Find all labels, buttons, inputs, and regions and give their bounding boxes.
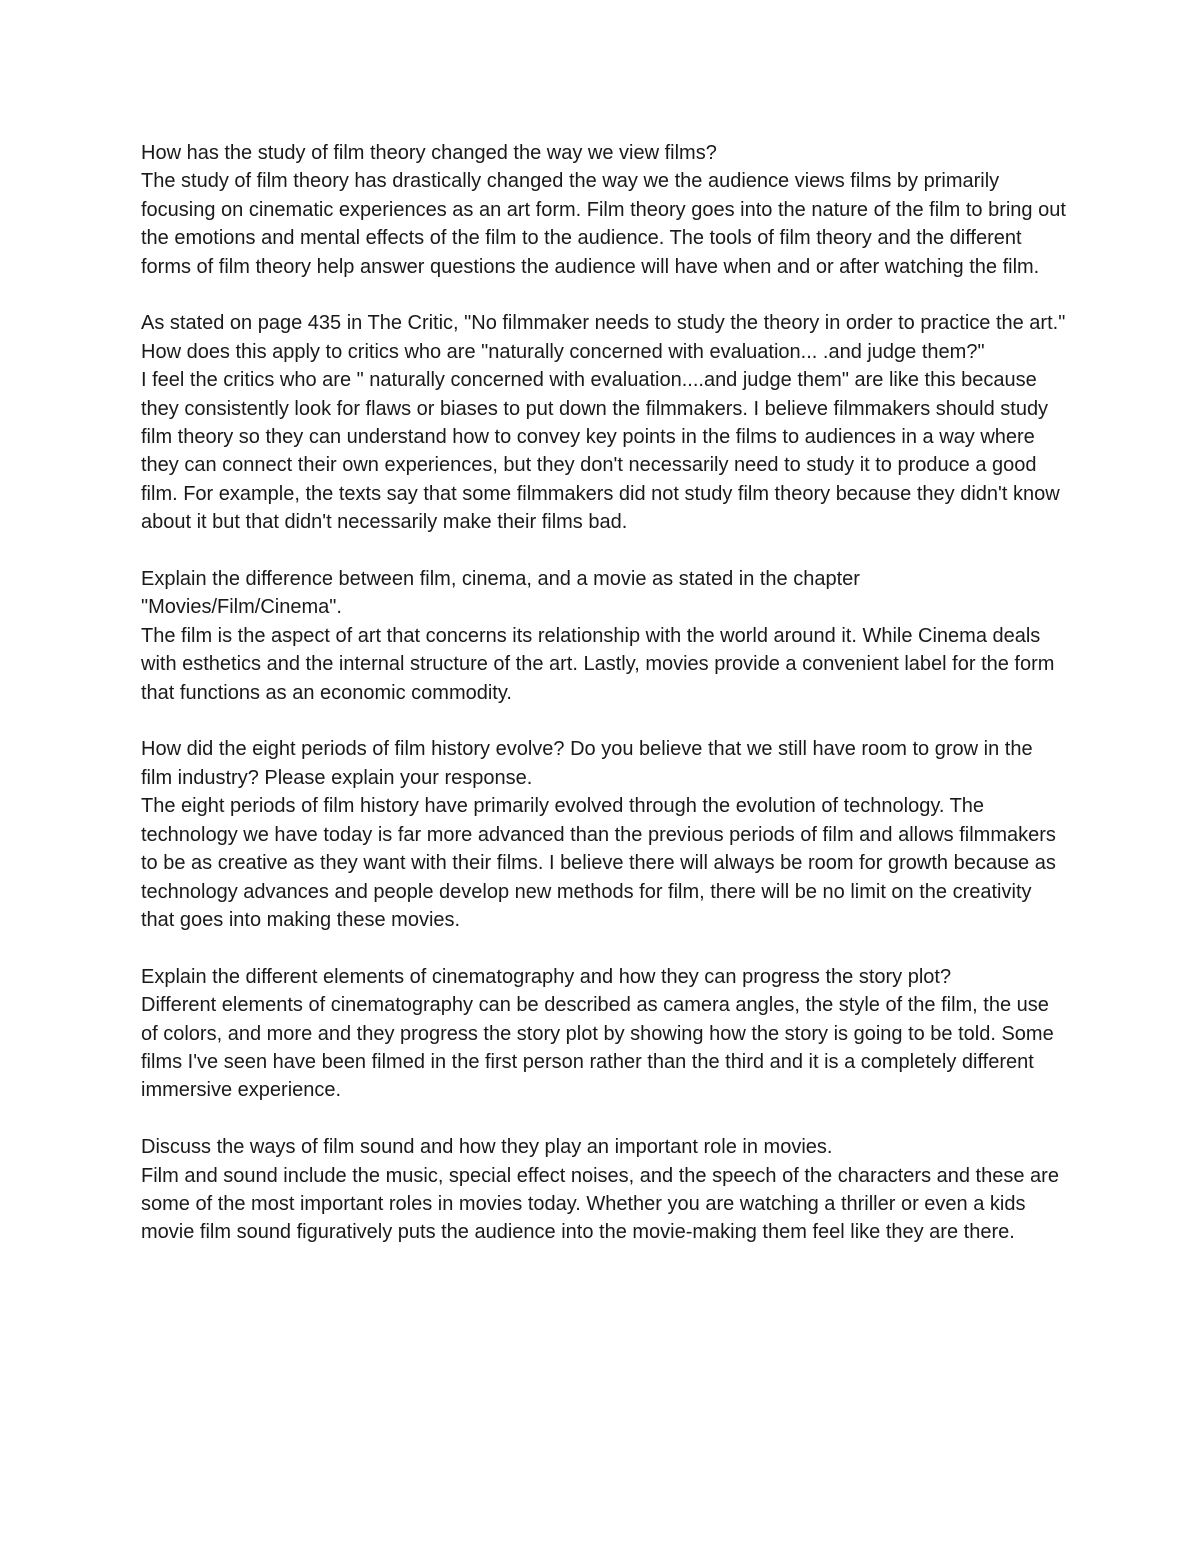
answer-text: I feel the critics who are " naturally concerned with evaluation....and judge them" are like this because they consistently look for flaws or biases to put down the filmmakers. I believe filmmakers should study film theory so they can understand how to convey key points in the films to audiences in a way where they can connect their own experiences, but they don't necessarily need to study it to produce a good film. For example, the texts say that some filmmakers did not study film theory because they didn't know about it but that didn't necessarily make their films bad.: [141, 369, 1060, 534]
qa-section: [141, 565, 1066, 707]
question-text: How has the study of film theory changed the way we view films?: [141, 142, 717, 164]
question-text: As stated on page 435 in The Critic, "No filmmaker needs to study the theory in order to practice the art." How does this apply to critics who are "naturally concerned with evaluation... .and judge them?": [141, 312, 1066, 363]
answer-text: The film is the aspect of art that concerns its relationship with the world around it. While Cinema deals with esthetics and the internal structure of the art. Lastly, movies provide a convenient label for the form that functions as an economic commodity.: [141, 624, 1055, 704]
document-body: [141, 139, 1066, 1247]
question-text: Discuss the ways of film sound and how they play an important role in movies.: [141, 1136, 833, 1159]
qa-section: [141, 1133, 1066, 1247]
answer-text: The eight periods of film history have primarily evolved through the evolution of technology. The technology we have today is far more advanced than the previous periods of film and allows filmmakers to be as creative as they want with their films. I believe there will always be room for growth because as technology advances and people develop new methods for film, there will be no limit on the creativity that goes into making these movies.: [141, 795, 1056, 931]
qa-section: [141, 963, 1066, 1105]
qa-section: [141, 139, 1066, 281]
answer-text: Film and sound include the music, special effect noises, and the speech of the characters and these are some of the most important roles in movies today. Whether you are watching a thriller or even a kids movie film sound figuratively puts the audience into the movie-making them feel like they are there.: [141, 1164, 1059, 1244]
question-text: How did the eight periods of film history evolve? Do you believe that we still have room to grow in the film industry? Please explain your response.: [141, 738, 1033, 789]
answer-text: Different elements of cinematography can be described as camera angles, the style of the film, the use of colors, and more and they progress the story plot by showing how the story is going to be told. Some films I've seen have been filmed in the first person rather than the third and it is a completely different immersive experience.: [141, 994, 1054, 1102]
qa-section: [141, 735, 1066, 934]
question-text: Explain the different elements of cinematography and how they can progress the story plot?: [141, 965, 952, 988]
answer-text: The study of film theory has drastically changed the way we the audience views films by primarily focusing on cinematic experiences as an art form. Film theory goes into the nature of the film to bring out the emotions and mental effects of the film to the audience. The tools of film theory and the different forms of film theory help answer questions the audience will have when and or after watching the film.: [141, 170, 1066, 278]
qa-section: [141, 309, 1066, 536]
question-text: Explain the difference between film, cinema, and a movie as stated in the chapter "Movies/Film/Cinema".: [141, 568, 860, 619]
